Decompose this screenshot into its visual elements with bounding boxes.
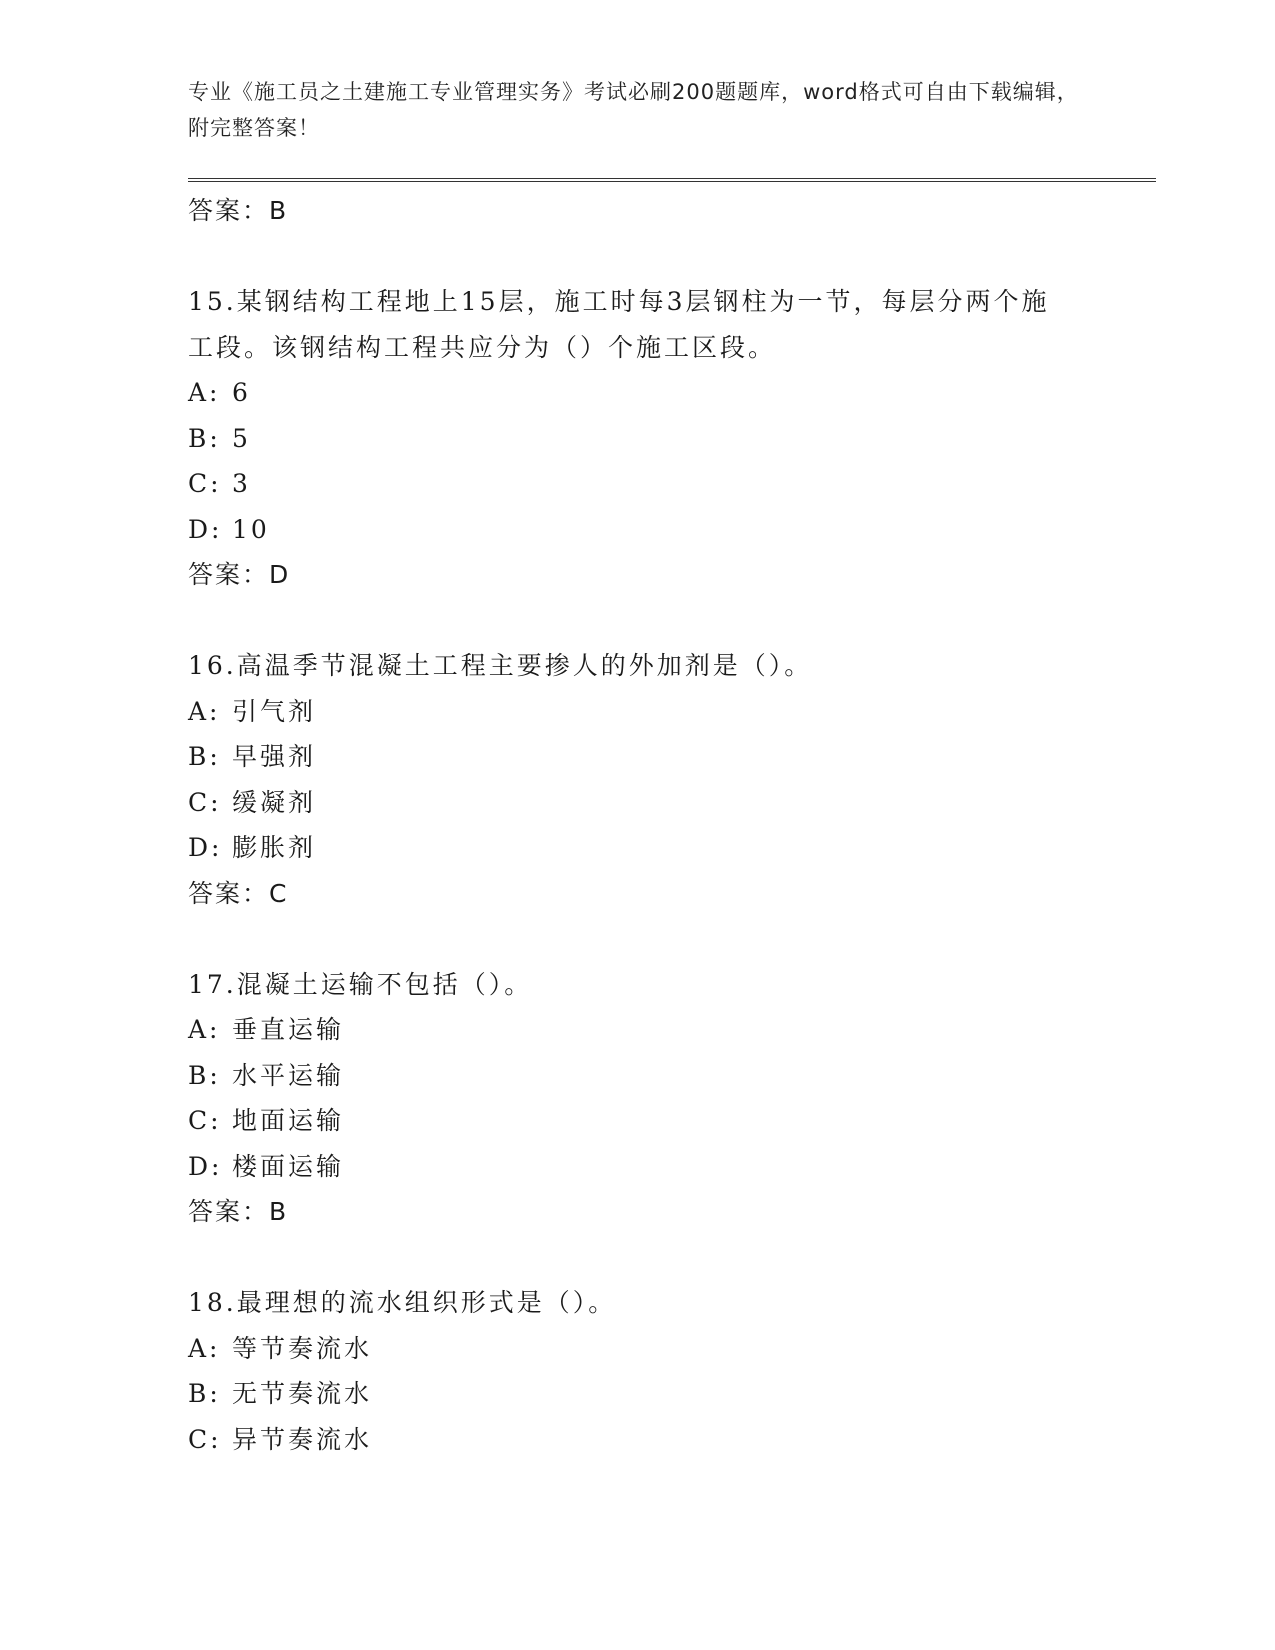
page-header: 专业《施工员之土建施工专业管理实务》考试必刷200题题库，word格式可自由下载编辑，附完整答案！ [188,80,1079,140]
spacer [188,598,1156,644]
option-text: 垂直运输 [232,1015,345,1044]
option-text: 异节奏流水 [232,1424,373,1454]
option-line [188,734,1156,780]
answer-line: 答案：C [188,878,289,908]
option-line [188,370,1156,416]
option-text: 10 [232,514,270,544]
option-line [188,825,1156,871]
option-text: 缓凝剂 [232,787,317,817]
option-label: A: [188,1333,221,1363]
question-text: 18.最理想的流水组织形式是（）。 [188,1288,617,1317]
option-text: 3 [232,469,251,498]
header-divider [188,178,1156,182]
option-label: B: [188,1060,221,1090]
question-block [188,962,1156,1235]
option-label: D: [188,833,223,862]
answer-line: 答案：D [188,560,291,589]
option-label: A: [188,696,221,726]
option-text: 等节奏流水 [232,1333,373,1363]
option-label: C: [188,1106,222,1135]
option-line [188,780,1156,826]
spacer [188,916,1156,962]
option-text: 水平运输 [232,1060,345,1090]
answer-line: 答案：B [188,1197,289,1226]
option-label: D: [188,514,223,544]
option-text: 6 [232,378,251,407]
question-text: 17.混凝土运输不包括（）。 [188,969,533,999]
question-block [188,279,1156,598]
spacer [188,1235,1156,1281]
option-line [188,1371,1156,1417]
option-line [188,1007,1156,1053]
option-line [188,507,1156,553]
option-text: 楼面运输 [232,1151,345,1181]
option-text: 膨胀剂 [232,833,317,862]
option-text: 无节奏流水 [232,1379,373,1408]
option-label: D: [188,1151,223,1181]
option-line [188,1053,1156,1099]
spacer [188,234,1156,280]
question-text: 16.高温季节混凝土工程主要掺人的外加剂是（）。 [188,651,813,680]
option-text: 引气剂 [232,696,317,726]
option-line [188,1326,1156,1372]
option-line [188,1417,1156,1463]
question-block [188,643,1156,916]
answer-line: 答案：B [188,196,289,225]
option-label: B: [188,742,221,771]
option-line [188,1144,1156,1190]
option-line [188,1098,1156,1144]
option-text: 地面运输 [232,1106,345,1135]
option-label: B: [188,1379,221,1408]
option-label: A: [188,1015,221,1044]
document-body [188,188,1156,1462]
option-line [188,461,1156,507]
option-label: A: [188,378,221,407]
option-line [188,416,1156,462]
option-line [188,689,1156,735]
question-block [188,1280,1156,1462]
option-text: 5 [232,423,251,453]
option-label: C: [188,1424,222,1454]
option-label: C: [188,787,222,817]
question-text: 15.某钢结构工程地上15层，施工时每3层钢柱为一节，每层分两个施工段。该钢结构工程共应分为（）个施工区段。 [188,287,1050,362]
option-text: 早强剂 [232,742,317,771]
option-label: C: [188,469,222,498]
option-label: B: [188,423,221,453]
